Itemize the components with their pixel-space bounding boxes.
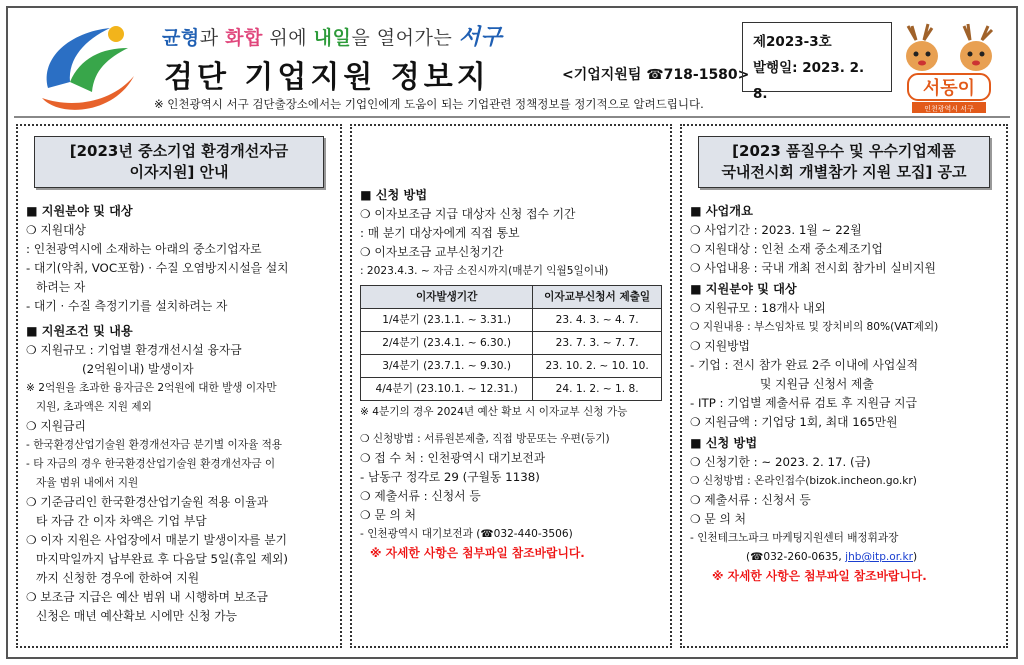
- list-item: - 남동구 정각로 29 (구월동 1138): [360, 470, 540, 484]
- list-item: ❍ 제출서류 : 신청서 등: [360, 489, 481, 503]
- table-cell: 24. 1. 2. ~ 1. 8.: [533, 378, 662, 401]
- table-header-row: [361, 286, 662, 309]
- section-heading: ■ 사업개요: [690, 204, 753, 218]
- section-heading: ■ 신청 방법: [360, 188, 428, 202]
- list-item: 하려는 자: [36, 280, 86, 294]
- list-item: : 인천광역시에 소재하는 아래의 중소기업자로: [26, 242, 262, 256]
- list-item: - 한국환경산업기술원 환경개선자금 분기별 이자율 적용: [26, 439, 283, 451]
- list-item: ❍ 신청방법 : 서류원본제출, 직접 방문또는 우편(등기): [360, 433, 610, 445]
- list-item: 까지 신청한 경우에 한하여 지원: [36, 571, 200, 585]
- list-item: 마지막일까지 납부완료 후 다음달 5일(휴일 제외): [36, 552, 288, 566]
- column-exhibition-support: [680, 124, 1008, 648]
- list-item: ❍ 보조금 지급은 예산 범위 내 시행하며 보조금: [26, 590, 268, 604]
- header-divider: [14, 116, 1010, 118]
- contact-line: [690, 548, 998, 567]
- issue-number: 제2023-3호: [753, 34, 832, 50]
- list-item: ❍ 이자 지원은 사업장에서 매분기 발생이자를 분기: [26, 533, 287, 547]
- list-item: - 타 자금의 경우 한국환경산업기술원 환경개선자금 이: [26, 458, 276, 470]
- list-item: ❍ 신청방법 : 온라인접수(bizok.incheon.go.kr): [690, 475, 917, 487]
- list-item: - 인천광역시 대기보전과 (☎032-440-3506): [360, 528, 573, 540]
- table-header: 이자교부신청서 제출일: [533, 286, 662, 309]
- seo-gu-logo-icon: [30, 18, 140, 114]
- list-item: 타 자금 간 이자 차액은 기업 부담: [36, 514, 207, 528]
- table-cell: 23. 7. 3. ~ 7. 7.: [533, 332, 662, 355]
- table-note: ※ 4분기의 경우 2024년 예산 확보 시 이자교부 신청 가능: [360, 406, 628, 418]
- list-item: ❍ 신청기한 : ~ 2023. 2. 17. (금): [690, 455, 871, 469]
- slogan-part: 내일: [313, 27, 352, 49]
- table-header: 이자발생기간: [361, 286, 533, 309]
- team-contact: <기업지원팀 ☎718-1580>: [562, 67, 750, 83]
- slogan-part: 균형: [162, 27, 200, 49]
- contact-phone-end: ): [913, 551, 918, 563]
- header: [14, 14, 1010, 118]
- list-item: : 매 분기 대상자에게 직접 통보: [360, 226, 520, 240]
- list-item: 자율 범위 내에서 지원: [36, 477, 139, 489]
- list-item: ※ 2억원을 초과한 융자금은 2억원에 대한 발생 이자만: [26, 382, 277, 394]
- list-item: ❍ 지원금액 : 기업당 1회, 최대 165만원: [690, 415, 898, 429]
- column-environment-fund: [16, 124, 342, 648]
- mascot-caption: 인천광역시 서구: [924, 105, 974, 113]
- article-title-line: [2023 품질우수 및 우수기업제품: [732, 142, 956, 160]
- list-item: ❍ 지원대상: [26, 223, 86, 237]
- list-item: - ITP : 기업별 제출서류 검토 후 지원금 지급: [690, 396, 917, 410]
- header-notice: ※ 인천광역시 서구 검단출장소에서는 기업인에게 도움이 되는 기업관련 정책정보를 정기적으로 알려드립니다.: [154, 97, 704, 111]
- section-heading: ■ 신청 방법: [690, 436, 758, 450]
- list-item: 지원, 초과액은 지원 제외: [36, 401, 152, 413]
- table-cell: 23. 10. 2. ~ 10. 10.: [533, 355, 662, 378]
- table-cell: 4/4분기 (23.10.1. ~ 12.31.): [361, 378, 533, 401]
- table-cell: 23. 4. 3. ~ 4. 7.: [533, 309, 662, 332]
- table-row: [361, 332, 662, 355]
- article-title: [698, 136, 990, 188]
- table-cell: 3/4분기 (23.7.1. ~ 9.30.): [361, 355, 533, 378]
- article-title-line: [2023년 중소기업 환경개선자금: [69, 142, 289, 160]
- list-item: ❍ 지원규모 : 18개사 내외: [690, 301, 826, 315]
- mascot-name: 서동이: [922, 78, 976, 99]
- page-title: 검단 기업지원 정보지: [164, 60, 490, 95]
- list-item: 및 지원금 신청서 제출: [760, 377, 874, 391]
- list-item: ❍ 접 수 처 : 인천광역시 대기보전과: [360, 451, 546, 465]
- list-item: - 기업 : 전시 참가 완료 2주 이내에 사업실적: [690, 358, 919, 372]
- list-item: - 인천테크노파크 마케팅지원센터 배정휘과장: [690, 532, 899, 544]
- list-item: ❍ 지원내용 : 부스임차료 및 장치비의 80%(VAT제외): [690, 321, 939, 333]
- issue-box: [742, 22, 892, 102]
- list-item: ❍ 지원방법: [690, 339, 750, 353]
- slogan-part: 화합: [225, 27, 263, 49]
- table-cell: 1/4분기 (23.1.1. ~ 3.31.): [361, 309, 533, 332]
- table-row: [361, 378, 662, 401]
- slogan: [162, 20, 502, 51]
- slogan-part: 을 열어가는: [351, 27, 459, 49]
- table-cell: 2/4분기 (23.4.1. ~ 6.30.): [361, 332, 533, 355]
- attachment-note: ※ 자세한 사항은 첨부파일 참조바랍니다.: [712, 569, 927, 583]
- slogan-part: 서구: [458, 25, 503, 50]
- list-item: ❍ 문 의 처: [690, 512, 747, 526]
- column-application-method: [350, 124, 672, 648]
- list-item: ❍ 지원규모 : 기업별 환경개선시설 융자금: [26, 343, 242, 357]
- list-item: ❍ 지원대상 : 인천 소재 중소제조기업: [690, 242, 883, 256]
- article-title-line: 국내전시회 개별참가 지원 모집] 공고: [721, 163, 967, 181]
- list-item: - 대기 · 수질 측정기기를 설치하려는 자: [26, 299, 228, 313]
- attachment-note: ※ 자세한 사항은 첨부파일 참조바랍니다.: [370, 546, 585, 560]
- list-item: ❍ 사업내용 : 국내 개최 전시회 참가비 실비지원: [690, 261, 936, 275]
- slogan-part: 과: [199, 27, 226, 49]
- mascot-icon: [898, 18, 1000, 114]
- contact-email-link[interactable]: jhb@itp.or.kr: [845, 551, 914, 563]
- list-item: ❍ 문 의 처: [360, 508, 417, 522]
- table-row: [361, 355, 662, 378]
- section-heading: ■ 지원분야 및 대상: [690, 282, 797, 296]
- section-heading: ■ 지원조건 및 내용: [26, 324, 133, 338]
- list-item: : 2023.4.3. ~ 자금 소진시까지(매분기 익월5일이내): [360, 265, 609, 277]
- list-item: - 대기(악취, VOC포함) · 수질 오염방지시설을 설치: [26, 261, 289, 275]
- interest-schedule-table: [360, 285, 662, 401]
- issue-date: 발행일: 2023. 2. 8.: [753, 60, 865, 102]
- article-title: [34, 136, 324, 188]
- list-item: ❍ 사업기간 : 2023. 1월 ~ 22월: [690, 223, 862, 237]
- list-item: ❍ 이자보조금 지급 대상자 신청 접수 기간: [360, 207, 576, 221]
- contact-phone: (☎032-260-0635,: [746, 551, 846, 563]
- slogan-part: 위에: [262, 27, 314, 49]
- list-item: (2억원이내) 발생이자: [82, 362, 194, 376]
- list-item: ❍ 제출서류 : 신청서 등: [690, 493, 811, 507]
- section-heading: ■ 지원분야 및 대상: [26, 204, 133, 218]
- article-title-line: 이자지원] 안내: [129, 163, 229, 181]
- list-item: 신청은 매년 예산확보 시에만 신청 가능: [36, 609, 238, 623]
- list-item: ❍ 지원금리: [26, 419, 86, 433]
- list-item: ❍ 이자보조금 교부신청기간: [360, 245, 504, 259]
- list-item: ❍ 기준금리인 한국환경산업기술원 적용 이율과: [26, 495, 269, 509]
- table-row: [361, 309, 662, 332]
